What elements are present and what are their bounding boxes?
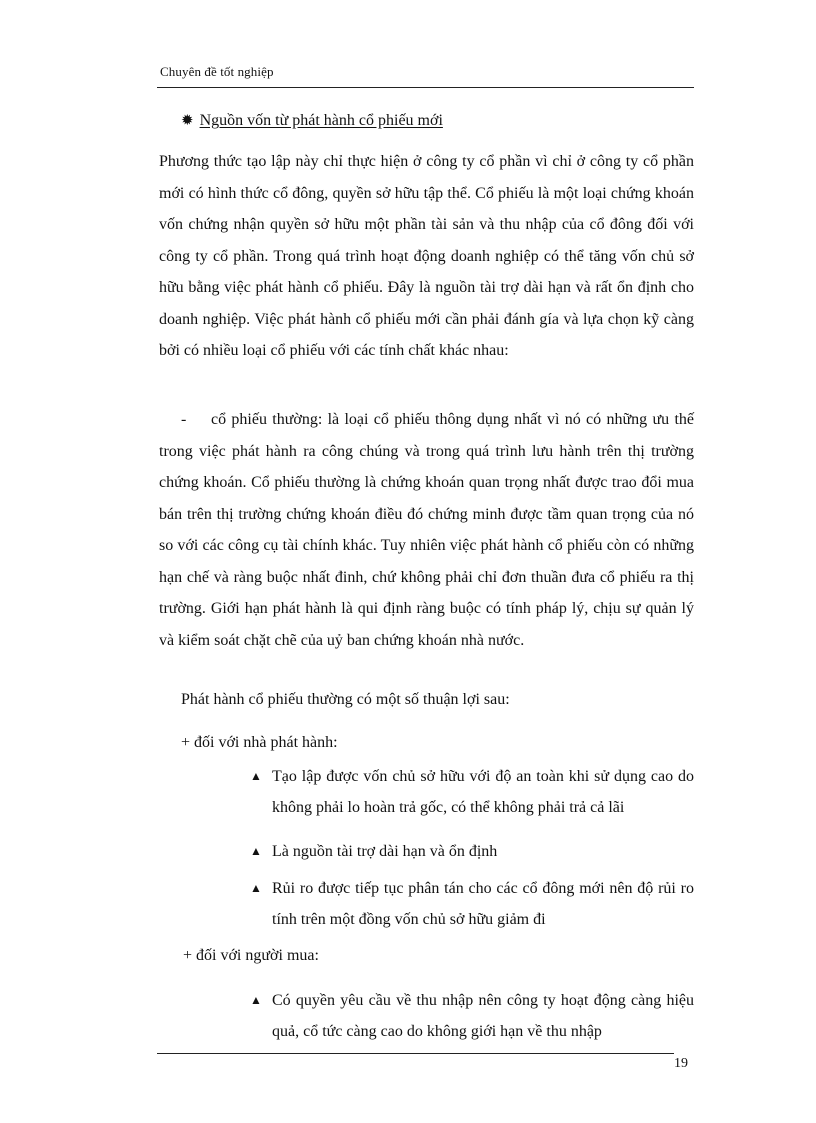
triangle-bullet-icon: ▲ bbox=[250, 769, 262, 783]
paragraph-intro: Phương thức tạo lập này chỉ thực hiện ở công ty cổ phần vì chỉ ở công ty cổ phần mới có hình thức cổ đông, quyền sở hữu tập thể. Cổ phiếu là một loại chứng khoán vốn chứng nhận quyền sở hữu một phần tài sản và thu nhập của cổ đông đối với công ty cổ phần. Trong quá trình hoạt động doanh nghiệp có thể tăng vốn chủ sở hữu bằng việc phát hành cổ phiếu. Đây là nguồn tài trợ dài hạn và rất ổn định cho doanh nghiệp. Việc phát hành cổ phiếu mới cần phải đánh gía và lựa chọn kỹ càng bởi có nhiều loại cổ phiếu với các tính chất khác nhau: bbox=[159, 153, 694, 359]
footer-divider bbox=[157, 1053, 674, 1054]
paragraph-common-stock bbox=[159, 404, 694, 656]
triangle-bullet-icon: ▲ bbox=[250, 844, 262, 858]
star-bullet-icon: ✹ bbox=[181, 113, 194, 129]
section-heading-text: Nguồn vốn từ phát hành cổ phiếu mới bbox=[199, 112, 443, 129]
list-item-text: Là nguồn tài trợ dài hạn và ổn định bbox=[272, 843, 498, 860]
list-item bbox=[250, 985, 694, 1047]
list-item-text: Có quyền yêu cầu về thu nhập nên công ty hoạt động càng hiệu quả, cổ tức càng cao do không giới hạn về thu nhập bbox=[272, 992, 694, 1040]
list-item bbox=[250, 761, 694, 823]
dash-bullet: - bbox=[181, 411, 187, 428]
section-heading bbox=[181, 111, 443, 131]
advantages-intro: Phát hành cổ phiếu thường có một số thuận lợi sau: bbox=[181, 691, 510, 708]
triangle-bullet-icon: ▲ bbox=[250, 993, 262, 1007]
running-header: Chuyên đề tốt nghiệp bbox=[160, 64, 274, 79]
issuer-label: + đối với nhà phát hành: bbox=[181, 734, 338, 751]
triangle-bullet-icon: ▲ bbox=[250, 881, 262, 895]
buyer-label: + đối với người mua: bbox=[183, 947, 319, 964]
list-item-text: Tạo lập được vốn chủ sở hữu với độ an toàn khi sử dụng cao do không phải lo hoàn trả gốc, có thể không phải trả cả lãi bbox=[272, 768, 694, 816]
paragraph-common-stock-text: cổ phiếu thường: là loại cổ phiếu thông dụng nhất vì nó có những ưu thế trong việc phát hành ra công chúng và trong quá trình lưu hành trên thị trường chứng khoán. Cổ phiếu thường là chứng khoán quan trọng nhất được trao đổi mua bán trên thị trường chứng khoán điều đó chứng minh được tầm quan trọng của nó so với các công cụ tài chính khác. Tuy nhiên việc phát hành cổ phiếu còn có những hạn chế và ràng buộc nhất đinh, chứ không phải chỉ đơn thuần đưa cổ phiếu ra thị trường. Giới hạn phát hành là qui định ràng buộc có tính pháp lý, chịu sự quản lý và kiểm soát chặt chẽ của uỷ ban chứng khoán nhà nước. bbox=[159, 411, 694, 649]
list-item-text: Rủi ro được tiếp tục phân tán cho các cổ đông mới nên độ rủi ro tính trên một đồng vốn chủ sở hữu giảm đi bbox=[272, 880, 694, 928]
page-number: 19 bbox=[674, 1056, 688, 1071]
list-item bbox=[250, 873, 694, 935]
list-item bbox=[250, 836, 694, 867]
header-divider bbox=[157, 87, 694, 88]
